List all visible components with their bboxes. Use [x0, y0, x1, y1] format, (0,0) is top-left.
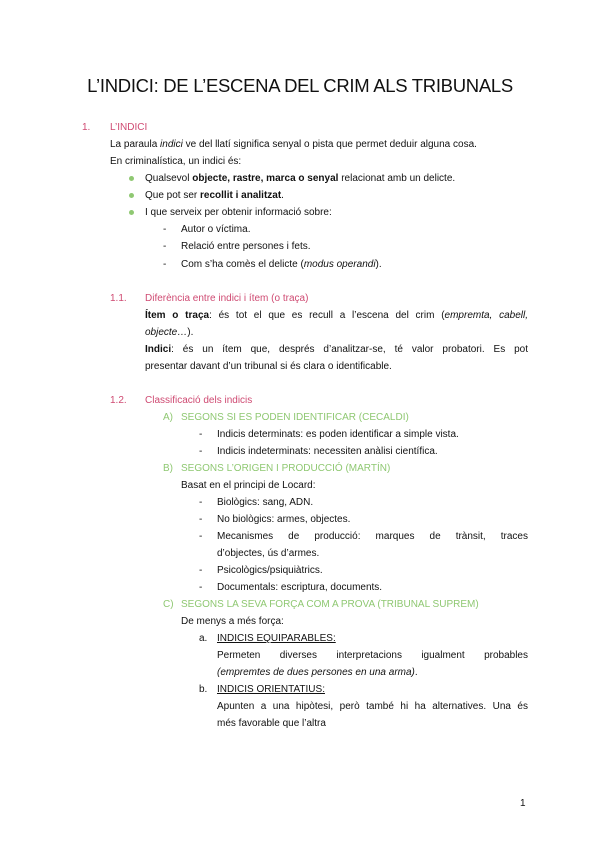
dash: -: [199, 497, 203, 508]
dash: -: [199, 531, 203, 542]
subsection-c-intro: De menys a més força:: [181, 616, 284, 627]
dash-item-modus: Com s’ha comès el delicte (modus operandi).: [181, 259, 382, 270]
indici-definition-line2: presentar davant d’un tribunal si és clara o identificable.: [145, 361, 392, 372]
bullet-item-info: I que serveix per obtenir informació sobre:: [145, 207, 332, 218]
subsection-c-label: C): [163, 599, 174, 610]
list-item: Mecanismes de producció: marques de trànsit, traces: [217, 531, 528, 542]
list-item: Biològics: sang, ADN.: [217, 497, 314, 508]
page-number: 1: [520, 798, 526, 809]
dash: -: [199, 514, 203, 525]
section-1-2-heading: Classificació dels indicis: [145, 395, 253, 406]
dash-item-author: Autor o víctima.: [181, 224, 251, 235]
document-title: L’INDICI: DE L’ESCENA DEL CRIM ALS TRIBUNALS: [87, 75, 513, 96]
dash: -: [199, 582, 203, 593]
dash: -: [199, 446, 203, 457]
section-1-heading: L’INDICI: [110, 122, 148, 133]
dash: -: [163, 241, 167, 252]
item-definition-line2: objecte…).: [145, 327, 194, 338]
list-item: Documentals: escriptura, documents.: [217, 582, 383, 593]
bullet-item-collect: Que pot ser recollit i analitzat.: [145, 190, 284, 201]
bullet-dot: [129, 176, 134, 181]
subsection-a-label: A): [163, 412, 173, 423]
dash: -: [199, 565, 203, 576]
subsection-c-heading: SEGONS LA SEVA FORÇA COM A PROVA (TRIBUNAL SUPREM): [181, 599, 479, 610]
indici-definition-line1: Indici: és un ítem que, després d’analitzar-se, té valor probatori. Es pot: [145, 344, 528, 355]
paragraph-etymology: La paraula indici ve del llatí significa senyal o pista que permet deduir alguna cosa.: [110, 139, 477, 150]
list-item: No biològics: armes, objectes.: [217, 514, 351, 525]
dash-item-relation: Relació entre persones i fets.: [181, 241, 311, 252]
item-a-label: a.: [199, 633, 208, 644]
subsection-b-label: B): [163, 463, 173, 474]
item-definition-line1: Ítem o traça: és tot el que es recull a l’escena del crim (empremta, cabell,: [145, 310, 528, 321]
list-item: Indicis determinats: es poden identificar a simple vista.: [217, 429, 459, 440]
item-b-heading: INDICIS ORIENTATIUS:: [217, 684, 325, 695]
item-b-text-line2: més favorable que l’altra: [217, 718, 326, 729]
subsection-b-intro: Basat en el principi de Locard:: [181, 480, 316, 491]
list-item: Indicis indeterminats: necessiten anàlisi científica.: [217, 446, 438, 457]
section-1-1-number: 1.1.: [110, 293, 127, 304]
subsection-a-heading: SEGONS SI ES PODEN IDENTIFICAR (CECALDI): [181, 412, 409, 423]
section-1-number: 1.: [82, 122, 91, 133]
bullet-dot: [129, 193, 134, 198]
section-1-1-heading: Diferència entre indici i ítem (o traça): [145, 293, 309, 304]
subsection-b-heading: SEGONS L’ORIGEN I PRODUCCIÓ (MARTÍN): [181, 463, 391, 474]
item-b-text-line1: Apunten a una hipòtesi, però també hi ha alternatives. Una és: [217, 701, 528, 712]
item-a-text-line2: (empremtes de dues persones en una arma).: [217, 667, 418, 678]
section-1-2-number: 1.2.: [110, 395, 127, 406]
list-item: Psicològics/psiquiàtrics.: [217, 565, 323, 576]
list-item-continuation: d’objectes, ús d’armes.: [217, 548, 320, 559]
dash: -: [163, 224, 167, 235]
item-a-heading: INDICIS EQUIPARABLES:: [217, 633, 336, 644]
bullet-item-object: Qualsevol objecte, rastre, marca o senyal relacionat amb un delicte.: [145, 173, 456, 184]
dash: -: [163, 259, 167, 270]
bullet-dot: [129, 210, 134, 215]
item-b-label: b.: [199, 684, 208, 695]
item-a-text-line1: Permeten diverses interpretacions igualment probables: [217, 650, 528, 661]
dash: -: [199, 429, 203, 440]
paragraph-definition: En criminalística, un indici és:: [110, 156, 242, 167]
